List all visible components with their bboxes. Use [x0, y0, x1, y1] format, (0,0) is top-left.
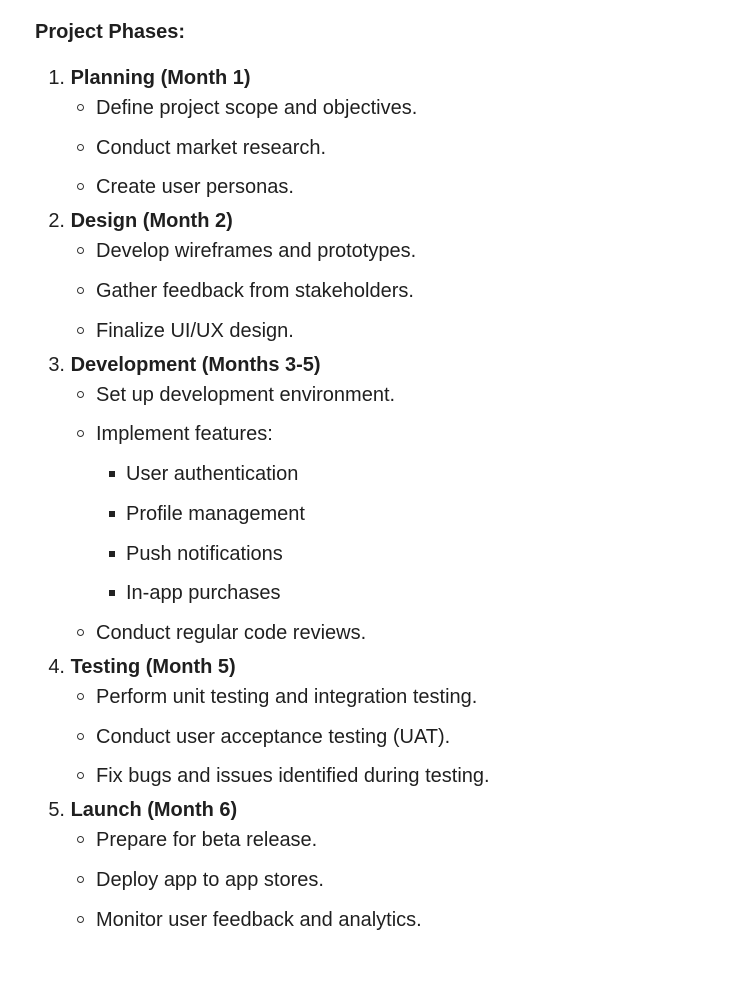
list-item-text: Implement features:	[96, 423, 273, 446]
phase-number: 3.	[48, 353, 65, 376]
list-item	[35, 725, 734, 749]
feature-item-text: Push notifications	[126, 542, 283, 565]
phase-title-text: Launch (Month 6)	[70, 799, 238, 822]
list-item-text: Set up development environment.	[96, 383, 396, 406]
phase-title-text: Design (Month 2)	[70, 210, 233, 233]
page-heading: Project Phases:	[35, 21, 186, 43]
list-item	[35, 279, 734, 303]
square-bullet-icon	[109, 471, 115, 477]
list-item	[35, 136, 734, 160]
circle-bullet-icon	[77, 104, 84, 111]
list-item	[35, 239, 734, 263]
list-item-text: Define project scope and objectives.	[96, 97, 418, 119]
square-bullet-icon	[109, 590, 115, 596]
phase-design	[35, 209, 734, 342]
list-item-text: Fix bugs and issues identified during testing.	[96, 765, 490, 788]
phase-development	[35, 353, 734, 645]
phase-title	[35, 655, 734, 679]
list-item-text: Perform unit testing and integration testing.	[96, 685, 478, 708]
feature-item	[35, 462, 734, 486]
phase-number: 4.	[48, 655, 65, 678]
circle-bullet-icon	[77, 144, 84, 151]
feature-item	[35, 542, 734, 566]
list-item	[35, 175, 734, 199]
phase-title-text: Testing (Month 5)	[70, 655, 236, 678]
list-item	[35, 422, 734, 446]
list-item	[35, 685, 734, 709]
list-item-text: Conduct user acceptance testing (UAT).	[96, 725, 451, 748]
list-item	[35, 828, 734, 852]
circle-bullet-icon	[77, 327, 84, 334]
list-item	[35, 96, 734, 120]
phase-title	[35, 353, 734, 377]
phase-title-text: Development (Months 3-5)	[70, 353, 321, 376]
feature-item	[35, 581, 734, 605]
circle-bullet-icon	[77, 733, 84, 740]
list-item-text: Monitor user feedback and analytics.	[96, 908, 422, 931]
list-item	[35, 621, 734, 645]
feature-item-text: In-app purchases	[126, 582, 281, 605]
circle-bullet-icon	[77, 391, 84, 398]
list-item	[35, 908, 734, 932]
list-item-text: Gather feedback from stakeholders.	[96, 280, 414, 303]
phase-testing	[35, 655, 734, 788]
list-item	[35, 319, 734, 343]
phase-number: 1.	[48, 67, 65, 89]
square-bullet-icon	[109, 551, 115, 557]
list-item-text: Deploy app to app stores.	[96, 868, 324, 891]
list-item	[35, 383, 734, 407]
feature-item-text: Profile management	[126, 502, 305, 525]
list-item-text: Develop wireframes and prototypes.	[96, 240, 417, 263]
phase-number: 2.	[48, 210, 65, 233]
list-item-text: Finalize UI/UX design.	[96, 319, 294, 342]
circle-bullet-icon	[77, 287, 84, 294]
square-bullet-icon	[109, 511, 115, 517]
circle-bullet-icon	[77, 876, 84, 883]
feature-item	[35, 502, 734, 526]
circle-bullet-icon	[77, 916, 84, 923]
phase-number: 5.	[48, 799, 65, 822]
phase-title-text: Planning (Month 1)	[70, 67, 251, 89]
circle-bullet-icon	[77, 629, 84, 636]
phase-title	[35, 798, 734, 822]
phase-title	[35, 66, 734, 90]
list-item-text: Create user personas.	[96, 176, 294, 199]
list-item-text: Prepare for beta release.	[96, 829, 318, 852]
feature-item-text: User authentication	[126, 463, 299, 486]
phase-title	[35, 209, 734, 233]
phase-launch	[35, 798, 734, 931]
list-item	[35, 764, 734, 788]
list-item	[35, 868, 734, 892]
phase-planning	[35, 66, 734, 199]
list-item-text: Conduct regular code reviews.	[96, 621, 367, 644]
list-item-text: Conduct market research.	[96, 136, 327, 159]
circle-bullet-icon	[77, 693, 84, 700]
